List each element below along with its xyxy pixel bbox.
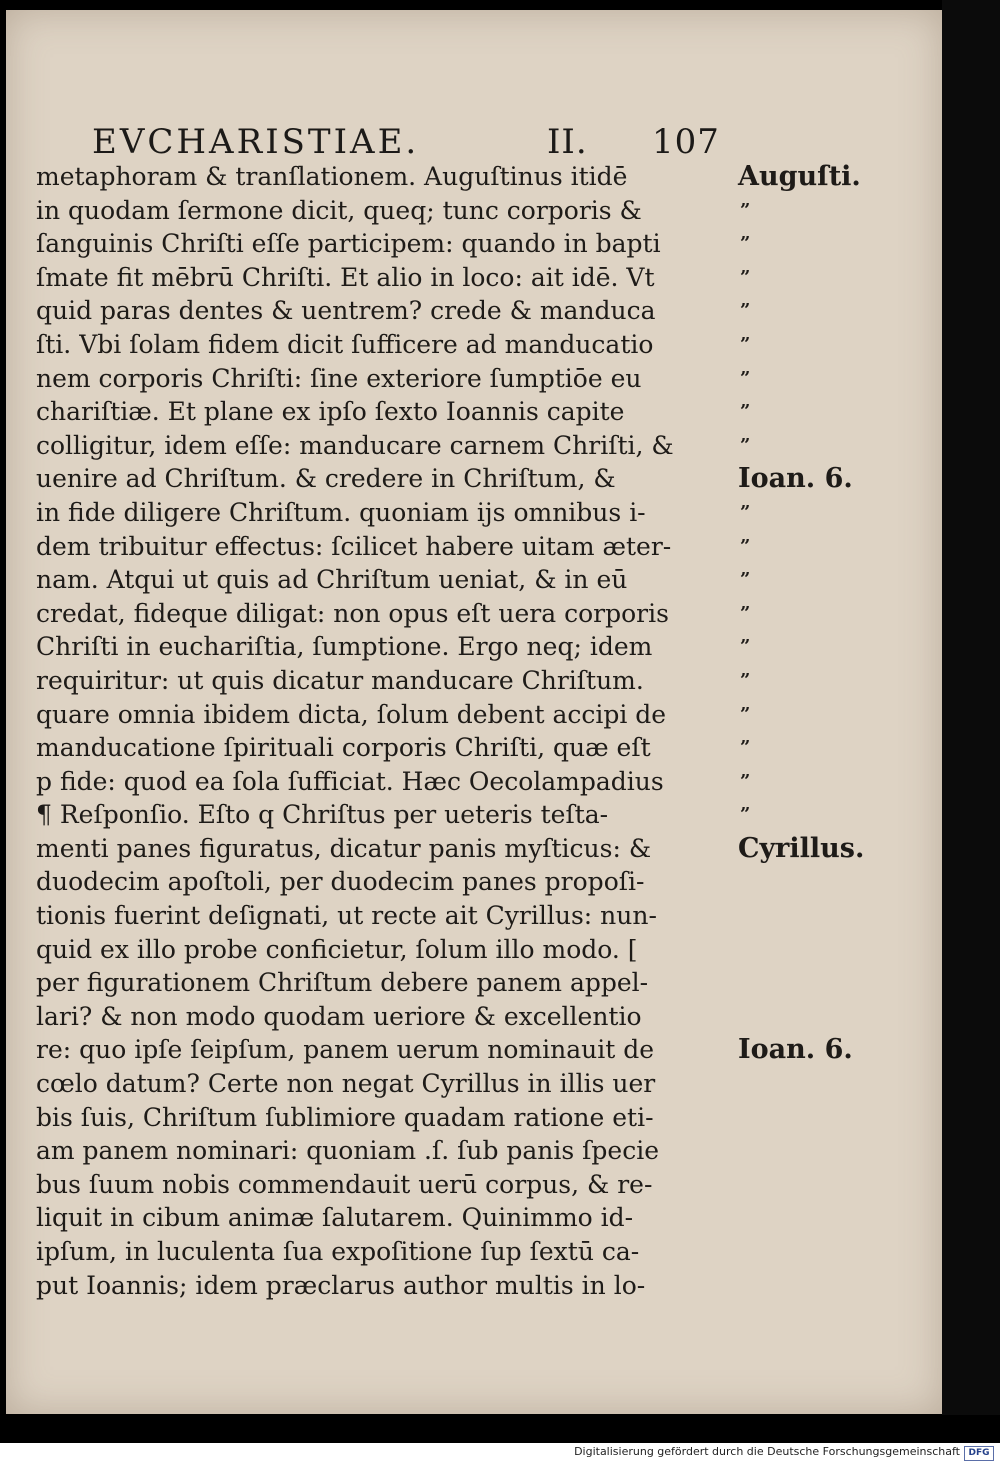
text-line: ſanguinis Chriſti eſſe participem: quando in bapti bbox=[36, 229, 661, 259]
text-line: tionis fuerint deſignati, ut recte ait Cyrillus: nun- bbox=[36, 901, 657, 931]
quote-mark: ” bbox=[740, 804, 751, 826]
text-line: ſti. Vbi ſolam fidem dicit ſufficere ad manducatio bbox=[36, 329, 654, 359]
quote-mark: ” bbox=[740, 266, 751, 288]
quote-mark: ” bbox=[740, 401, 751, 423]
text-line: put Ioannis; idem præclarus author multis in lo- bbox=[36, 1270, 646, 1300]
text-line: in quodam ſermone dicit, queq; tunc corporis & bbox=[36, 195, 642, 225]
quote-mark: ” bbox=[740, 636, 751, 658]
quote-mark: ” bbox=[740, 367, 751, 389]
margin-blank bbox=[738, 966, 888, 1000]
margin-reference: Cyrillus. bbox=[738, 832, 865, 864]
text-line: quid paras dentes & uentrem? crede & manduca bbox=[36, 296, 656, 326]
quote-mark: ” bbox=[740, 602, 751, 624]
text-line: dem tribuitur effectus: ſcilicet habere uitam æter- bbox=[36, 531, 672, 561]
text-line: Chriſti in euchariſtia, ſumptione. Ergo neq; idem bbox=[36, 632, 653, 662]
text-line: p fide: quod ea ſola ſufficiat. Hæc Oecolampadius bbox=[36, 766, 664, 796]
margin-blank bbox=[738, 1000, 888, 1034]
quote-mark: ” bbox=[740, 569, 751, 591]
margin-blank bbox=[738, 865, 888, 899]
text-line: requiritur: ut quis dicatur manducare Chriſtum. bbox=[36, 665, 644, 695]
text-line: uenire ad Chriſtum. & credere in Chriſtum, & bbox=[36, 464, 616, 494]
margin-blank bbox=[738, 933, 888, 967]
quote-mark: ” bbox=[740, 333, 751, 355]
funding-credit: Digitalisierung gefördert durch die Deutsche Forschungsgemeinschaft bbox=[574, 1445, 960, 1458]
text-line: cœlo datum? Certe non negat Cyrillus in illis uer bbox=[36, 1069, 656, 1099]
quote-mark: ” bbox=[740, 300, 751, 322]
margin-reference: Ioan. 6. bbox=[738, 463, 853, 495]
text-line: am panem nominari: quoniam .ſ. ſub panis ſpecie bbox=[36, 1136, 660, 1166]
text-line: lari? & non modo quodam ueriore & excellentio bbox=[36, 1001, 642, 1031]
page-number: 107 bbox=[652, 122, 720, 162]
quote-mark: ” bbox=[740, 501, 751, 523]
text-line: colligitur, idem eſſe: manducare carnem Chriſti, & bbox=[36, 430, 674, 460]
quote-mark: ” bbox=[740, 199, 751, 221]
quote-mark: ” bbox=[740, 434, 751, 456]
margin-reference: Ioan. 6. bbox=[738, 1034, 853, 1066]
text-line: re: quo ipſe ſeipſum, panem uerum nominauit de bbox=[36, 1035, 655, 1065]
quote-mark: ” bbox=[740, 233, 751, 255]
running-title: EVCHARISTIAE. bbox=[92, 122, 420, 162]
text-line: in fide diligere Chriſtum. quoniam ijs omnibus i- bbox=[36, 497, 646, 527]
signature-mark: II. bbox=[547, 122, 588, 162]
text-line: nam. Atqui ut quis ad Chriſtum ueniat, & in eū bbox=[36, 565, 628, 595]
text-line: credat, fideque diligat: non opus eſt uera corporis bbox=[36, 598, 669, 628]
text-line: ipſum, in luculenta ſua expoſitione ſup ſextū ca- bbox=[36, 1237, 640, 1266]
footer-bar bbox=[0, 1443, 1000, 1464]
text-line: ſmate fit mēbrū Chriſti. Et alio in loco: ait idē. Vt bbox=[36, 262, 655, 292]
dfg-logo: DFG bbox=[964, 1446, 994, 1461]
quote-mark: ” bbox=[740, 669, 751, 691]
text-line: nem corporis Chriſti: ſine exteriore ſumptiōe eu bbox=[36, 363, 642, 393]
text-line: metaphoram & tranſlationem. Auguſtinus itidē bbox=[36, 162, 628, 191]
text-line: quare omnia ibidem dicta, ſolum debent accipi de bbox=[36, 699, 667, 729]
scan-edge bbox=[942, 0, 1000, 1415]
quote-mark: ” bbox=[740, 770, 751, 792]
quote-mark: ” bbox=[740, 535, 751, 557]
text-line: menti panes figuratus, dicatur panis myſticus: & bbox=[36, 833, 652, 863]
text-line: duodecim apoſtoli, per duodecim panes propoſi- bbox=[36, 867, 645, 897]
text-line: bis ſuis, Chriſtum ſublimiore quadam ratione eti- bbox=[36, 1102, 654, 1132]
quote-mark: ” bbox=[740, 737, 751, 759]
quote-mark: ” bbox=[740, 703, 751, 725]
main-text-block bbox=[36, 160, 720, 1302]
text-line: manducatione ſpirituali corporis Chriſti, quæ eſt bbox=[36, 733, 651, 763]
text-line: bus ſuum nobis commendauit uerū corpus, & re- bbox=[36, 1169, 653, 1199]
marginal-notes bbox=[738, 160, 888, 1067]
text-line: per figurationem Chriſtum debere panem appel- bbox=[36, 968, 649, 998]
text-line: chariſtiæ. Et plane ex ipſo ſexto Ioannis capite bbox=[36, 397, 625, 427]
text-line: ¶ Reſponſio. Eſto q Chriſtus per ueteris teſta- bbox=[36, 800, 609, 830]
margin-reference: Auguſti. bbox=[738, 161, 861, 192]
margin-blank bbox=[738, 899, 888, 933]
text-line: quid ex illo probe conficietur, ſolum illo modo. [ bbox=[36, 934, 638, 964]
text-line: liquit in cibum animæ ſalutarem. Quinimmo id- bbox=[36, 1203, 634, 1233]
